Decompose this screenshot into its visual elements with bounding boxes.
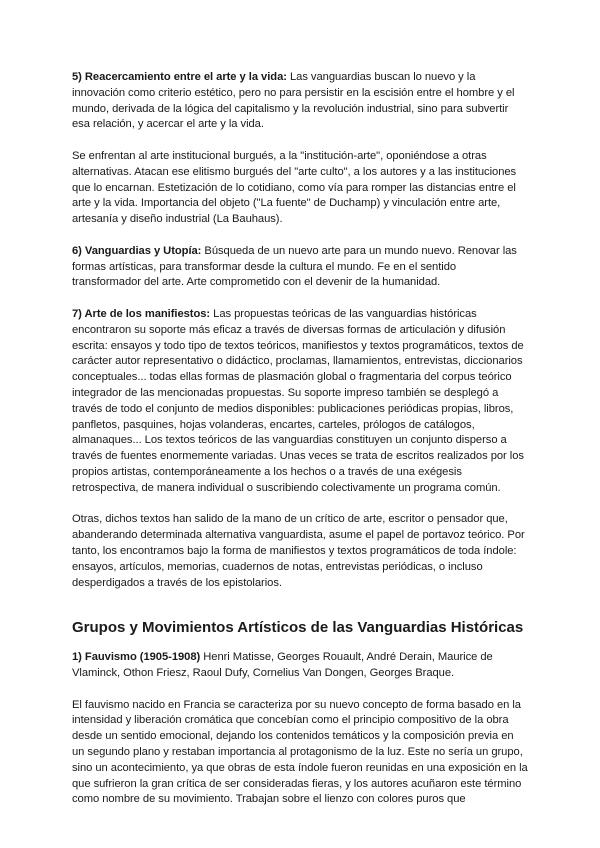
paragraph-text: El fauvismo nacido en Francia se caracteriza por su nuevo concepto de forma basado en la intensidad y liberación cromática que concebían como el principio compositivo de la obra desde un sentido emocional, dejando los contenidos temáticos y la composición previa en un segundo plano y restaban importancia al protagonismo de la luz. Este no sería un grupo, sino un acontecimiento, ya que obras de esta índole fueron reunidas en una exposición en la que sufrieron la gran crítica de ser consideradas fieras, y los autores acuñaron este término como nombre de su movimiento. Trabajan sobre el lienzo con colores puros que xyxy=(72,698,528,806)
section-heading: Grupos y Movimientos Artísticos de las Vanguardias Históricas xyxy=(72,619,524,637)
paragraph-manifiestos xyxy=(72,307,528,497)
paragraph-reacercamiento xyxy=(72,70,528,133)
paragraph-fauvismo-descripcion xyxy=(72,698,528,809)
paragraph-fauvismo-artistas xyxy=(72,650,528,682)
paragraph-lead: 7) Arte de los manifiestos: xyxy=(72,307,211,320)
paragraph-text: Otras, dichos textos han salido de la mano de un crítico de arte, escritor o pensador que, abanderando determinada alternativa vanguardista, asume el papel de portavoz teórico. Por tanto, los encontramos bajo la forma de manifiestos y textos programáticos de toda índole: ensayos, artículos, memorias, cuadernos de notas, entrevistas periódicas, o incluso desperdigados a través de los epistolarios. xyxy=(72,513,525,589)
paragraph-text: Las propuestas teóricas de las vanguardias históricas encontraron su soporte más eficaz a través de diversas formas de articulación y difusión escrita: ensayos y todo tipo de textos teóricos, manifiestos y textos programáticos, textos de carácter autor representativo o didáctico, proclamas, llamamientos, entrevistas, diccionarios conceptuales... todas ellas formas de plasmación global o fragmentaria del corpus teórico integrador de las mencionadas propuestas. Su soporte impreso también se desplegó a través de todo el conjunto de medios disponibles: publicaciones periódicas propias, libros, panfletos, pasquines, hojas volanderas, encartes, carteles, prólogos de catálogos, almanaques... Los textos teóricos de las vanguardias constituyen un conjunto disperso a través de fuentes enormemente variadas. Unas veces se trata de escritos realizados por los propios artistas, contemporáneamente a los hechos o a través de una exégesis retrospectiva, de manera individual o suscribiendo colectivamente un programa común. xyxy=(72,307,524,494)
paragraph-lead: 5) Reacercamiento entre el arte y la vida: xyxy=(72,71,287,83)
paragraph-otras-textos xyxy=(72,512,528,591)
paragraph-text: Búsqueda de un nuevo arte para un mundo nuevo. Renovar las formas artísticas, para transformar desde la cultura el mundo. Fe en el sentido transformador del arte. Arte comprometido con el devenir de la humanidad. xyxy=(72,244,517,289)
paragraph-institucion-arte xyxy=(72,149,528,228)
paragraph-lead: 1) Fauvismo (1905-1908) xyxy=(72,651,201,664)
paragraph-text: Se enfrentan al arte institucional burgués, a la "institución-arte", oponiéndose a otras alternativas. Atacan ese elitismo burgués del "arte culto", a los autores y a las instituciones que lo encarnan. Estetización de lo cotidiano, como vía para romper las distancias entre el arte y la vida. Importancia del objeto ("La fuente" de Duchamp) y vinculación entre arte, artesanía y diseño industrial (La Bauhaus). xyxy=(72,149,517,226)
paragraph-text: Henri Matisse, Georges Rouault, André Derain, Maurice de Vlaminck, Othon Friesz, Raoul Dufy, Cornelius Van Dongen, Georges Braque. xyxy=(72,651,493,680)
paragraph-utopia xyxy=(72,244,528,291)
paragraph-text: Las vanguardias buscan lo nuevo y la innovación como criterio estético, pero no para persistir en la escisión entre el hombre y el mundo, derivada de la lógica del capitalismo y la revolución industrial, sino para subvertir esa relación, y acercar el arte y la vida. xyxy=(72,71,515,131)
paragraph-lead: 6) Vanguardias y Utopía: xyxy=(72,244,202,257)
